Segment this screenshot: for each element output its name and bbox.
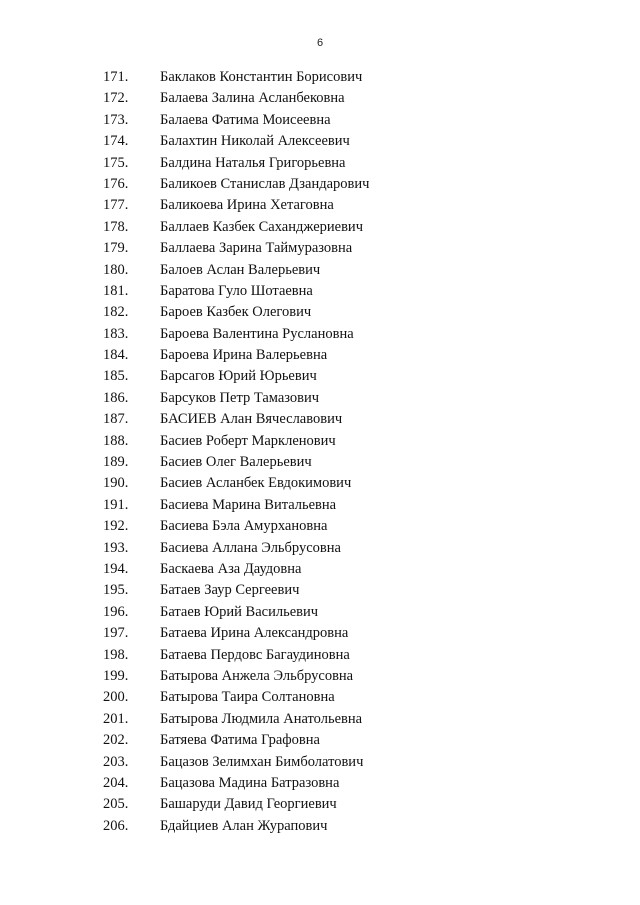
entry-name: Батырова Людмила Анатольевна <box>160 710 363 727</box>
entry-number: 199. <box>103 667 129 684</box>
entry-number: 194. <box>103 560 129 577</box>
entry-number: 187. <box>103 411 129 428</box>
entry-name: Балоев Аслан Валерьевич <box>160 261 321 278</box>
entry-number: 204. <box>103 774 129 791</box>
list-item <box>0 153 640 174</box>
entry-name: Барсуков Петр Тамазович <box>160 389 320 406</box>
list-item <box>0 174 640 195</box>
entry-name: Басиева Марина Витальевна <box>160 496 337 513</box>
list-item <box>0 281 640 302</box>
entry-number: 198. <box>103 646 129 663</box>
list-item <box>0 345 640 366</box>
entry-name: Башаруди Давид Георгиевич <box>160 796 337 813</box>
name-list <box>0 67 640 837</box>
entry-name: Баллаев Казбек Саханджериевич <box>160 218 363 235</box>
list-item <box>0 473 640 494</box>
entry-name: Батырова Таира Солтановна <box>160 689 335 706</box>
entry-name: Баскаева Аза Даудовна <box>160 560 302 577</box>
list-item <box>0 67 640 88</box>
entry-number: 205. <box>103 796 129 813</box>
list-item <box>0 302 640 323</box>
entry-number: 184. <box>103 347 129 364</box>
entry-number: 192. <box>103 518 129 535</box>
entry-name: Батырова Анжела Эльбрусовна <box>160 667 354 684</box>
entry-name: Батаев Юрий Васильевич <box>160 603 319 620</box>
list-item <box>0 195 640 216</box>
entry-number: 200. <box>103 689 129 706</box>
entry-number: 191. <box>103 496 129 513</box>
entry-number: 189. <box>103 454 129 471</box>
entry-number: 203. <box>103 753 129 770</box>
entry-name: Баклаков Константин Борисович <box>160 69 363 85</box>
list-item <box>0 495 640 516</box>
list-item <box>0 666 640 687</box>
entry-name: Бдайциев Алан Журапович <box>160 817 328 834</box>
entry-name: Балдина Наталья Григорьевна <box>160 154 346 171</box>
list-item <box>0 88 640 109</box>
list-item <box>0 687 640 708</box>
entry-name: Батяева Фатима Графовна <box>160 732 320 749</box>
entry-number: 179. <box>103 240 129 257</box>
entry-name: Басиев Асланбек Евдокимович <box>160 475 352 492</box>
list-item <box>0 709 640 730</box>
entry-name: Бароев Казбек Олегович <box>160 304 312 321</box>
entry-number: 177. <box>103 197 129 214</box>
entry-number: 201. <box>103 710 129 727</box>
entry-name: Батаева Пердовс Багаудиновна <box>160 646 350 663</box>
entry-number: 174. <box>103 133 129 150</box>
entry-number: 172. <box>103 90 129 107</box>
list-item <box>0 366 640 387</box>
entry-name: Бароева Ирина Валерьевна <box>160 347 328 364</box>
list-item <box>0 110 640 131</box>
list-item <box>0 602 640 623</box>
entry-number: 195. <box>103 582 129 599</box>
entry-number: 178. <box>103 218 129 235</box>
entry-name: Батаева Ирина Александровна <box>160 625 349 642</box>
list-item <box>0 260 640 281</box>
entry-number: 176. <box>103 175 129 192</box>
list-item <box>0 752 640 773</box>
list-item <box>0 816 640 837</box>
entry-name: Баликоева Ирина Хетаговна <box>160 197 334 214</box>
entry-name: Балаева Фатима Моисеевна <box>160 111 331 128</box>
entry-name: Балаева Залина Асланбековна <box>160 90 345 107</box>
list-item <box>0 580 640 601</box>
entry-name: Бацазов Зелимхан Бимболатович <box>160 753 364 770</box>
entry-number: 190. <box>103 475 129 492</box>
entry-number: 185. <box>103 368 129 385</box>
entry-number: 183. <box>103 325 129 342</box>
entry-number: 175. <box>103 154 129 171</box>
list-item <box>0 538 640 559</box>
entry-number: 206. <box>103 817 129 834</box>
entry-number: 173. <box>103 111 129 128</box>
list-item <box>0 409 640 430</box>
entry-name: Басиева Аллана Эльбрусовна <box>160 539 341 556</box>
list-item <box>0 388 640 409</box>
list-item <box>0 559 640 580</box>
list-item <box>0 452 640 473</box>
entry-number: 197. <box>103 625 129 642</box>
entry-name: Барсагов Юрий Юрьевич <box>160 368 317 385</box>
entry-name: Басиев Олег Валерьевич <box>160 454 312 471</box>
entry-number: 181. <box>103 282 129 299</box>
entry-name: Баликоев Станислав Дзандарович <box>160 175 370 192</box>
entry-name: Бацазова Мадина Батразовна <box>160 774 340 791</box>
entry-name: Басиева Бэла Амурхановна <box>160 518 328 535</box>
entry-name: Бароева Валентина Руслановна <box>160 325 354 342</box>
entry-number: 202. <box>103 732 129 749</box>
entry-name: Батаев Заур Сергеевич <box>160 582 300 599</box>
entry-name: Балахтин Николай Алексеевич <box>160 133 350 150</box>
entry-number: 180. <box>103 261 129 278</box>
list-item <box>0 623 640 644</box>
list-item <box>0 238 640 259</box>
page-number: 6 <box>316 37 324 49</box>
list-item <box>0 516 640 537</box>
entry-number: 196. <box>103 603 129 620</box>
list-item <box>0 794 640 815</box>
list-item <box>0 645 640 666</box>
list-item <box>0 773 640 794</box>
list-item <box>0 324 640 345</box>
entry-name: Баратова Гуло Шотаевна <box>160 282 313 299</box>
entry-number: 188. <box>103 432 129 449</box>
entry-number: 186. <box>103 389 129 406</box>
entry-number: 171. <box>103 69 129 85</box>
entry-name: БАСИЕВ Алан Вячеславович <box>160 411 343 428</box>
list-item <box>0 217 640 238</box>
entry-number: 182. <box>103 304 129 321</box>
list-item <box>0 431 640 452</box>
entry-number: 193. <box>103 539 129 556</box>
list-item <box>0 730 640 751</box>
list-item <box>0 131 640 152</box>
entry-name: Басиев Роберт Маркленович <box>160 432 336 449</box>
entry-name: Баллаева Зарина Таймуразовна <box>160 240 353 257</box>
